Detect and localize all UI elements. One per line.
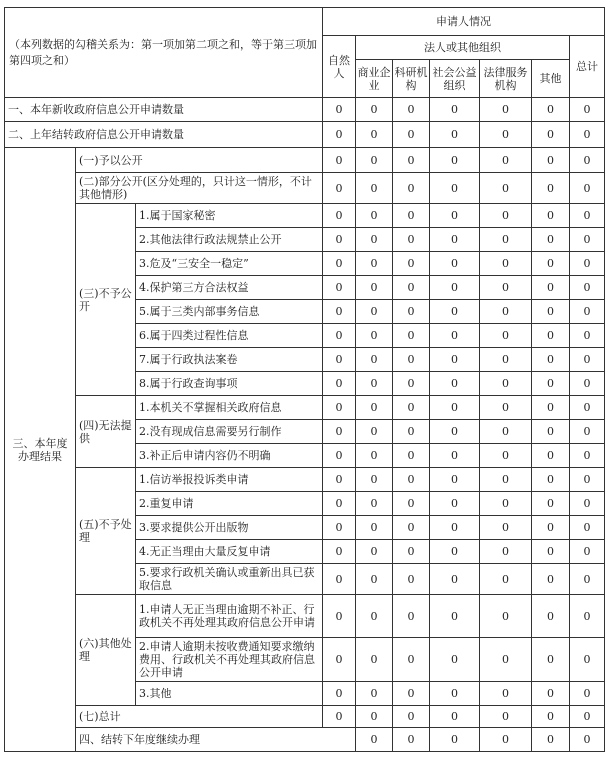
cell-commercial: 0 (356, 492, 393, 516)
cell-commercial: 0 (356, 396, 393, 420)
cell-other: 0 (532, 300, 570, 324)
cell-research: 0 (393, 228, 430, 252)
subsection-6-label: (六)其他处理 (76, 595, 136, 706)
cell-legal-service: 0 (480, 706, 532, 728)
cell-commercial: 0 (356, 540, 393, 564)
cell-research: 0 (393, 682, 430, 706)
cell-total: 0 (570, 372, 605, 396)
row-label: 8.属于行政查询事项 (136, 372, 323, 396)
cell-social-public: 0 (430, 468, 480, 492)
cell-total: 0 (570, 276, 605, 300)
cell-natural-person: 0 (323, 204, 356, 228)
cell-social-public: 0 (430, 444, 480, 468)
cell-other: 0 (532, 122, 570, 148)
cell-legal-service: 0 (480, 148, 532, 173)
cell-total: 0 (570, 324, 605, 348)
cell-natural-person: 0 (323, 420, 356, 444)
cell-natural-person: 0 (323, 348, 356, 372)
cell-commercial: 0 (356, 148, 393, 173)
cell-other: 0 (532, 148, 570, 173)
cell-legal-service: 0 (480, 324, 532, 348)
row-label: 5.属于三类内部事务信息 (136, 300, 323, 324)
cell-natural-person: 0 (323, 122, 356, 148)
cell-research: 0 (393, 706, 430, 728)
cell-natural-person: 0 (323, 98, 356, 122)
cell-commercial: 0 (356, 638, 393, 682)
cell-total: 0 (570, 638, 605, 682)
cell-research: 0 (393, 204, 430, 228)
row-label: 一、本年新收政府信息公开申请数量 (5, 98, 323, 122)
subsection-3-label: (三)不予公开 (76, 204, 136, 396)
row-label: 5.要求行政机关确认或重新出具已获取信息 (136, 564, 323, 595)
cell-legal-service: 0 (480, 228, 532, 252)
cell-other: 0 (532, 492, 570, 516)
cell-natural-person: 0 (323, 324, 356, 348)
row-label: 3.危及“三安全一稳定” (136, 252, 323, 276)
cell-research: 0 (393, 396, 430, 420)
cell-social-public: 0 (430, 276, 480, 300)
cell-other: 0 (532, 324, 570, 348)
cell-other: 0 (532, 682, 570, 706)
cell-commercial: 0 (356, 324, 393, 348)
cell-natural-person: 0 (323, 638, 356, 682)
cell-commercial: 0 (356, 228, 393, 252)
row-label: 3.补正后申请内容仍不明确 (136, 444, 323, 468)
cell-legal-service: 0 (532, 728, 570, 752)
cell-social-public: 0 (430, 173, 480, 204)
cell-other: 0 (532, 420, 570, 444)
row-label: 四、结转下年度继续办理 (76, 728, 356, 752)
social-public-header: 社会公益组织 (430, 60, 480, 98)
table-row (5, 204, 605, 228)
legal-persons-header: 法人或其他组织 (356, 36, 570, 60)
row-label: (七)总计 (76, 706, 323, 728)
cell-natural-person: 0 (323, 396, 356, 420)
row-label: 3.要求提供公开出版物 (136, 516, 323, 540)
cell-legal-service: 0 (480, 252, 532, 276)
row-label: 3.其他 (136, 682, 323, 706)
row-label: 2.重复申请 (136, 492, 323, 516)
cell-social-public: 0 (430, 372, 480, 396)
document-page (4, 7, 605, 752)
row-label: 4.无正当理由大量反复申请 (136, 540, 323, 564)
cell-total: 0 (570, 468, 605, 492)
cell-natural-person: 0 (323, 444, 356, 468)
cell-commercial: 0 (356, 420, 393, 444)
legal-service-header: 法律服务机构 (480, 60, 532, 98)
cell-social-public: 0 (430, 706, 480, 728)
cell-legal-service: 0 (480, 122, 532, 148)
cell-total: 0 (570, 516, 605, 540)
cell-total: 0 (570, 396, 605, 420)
cell-other: 0 (532, 204, 570, 228)
cell-other: 0 (532, 228, 570, 252)
cell-research: 0 (393, 372, 430, 396)
cell-other: 0 (532, 706, 570, 728)
cell-commercial: 0 (356, 173, 393, 204)
cell-other: 0 (532, 595, 570, 638)
natural-person-header: 自然人 (323, 36, 356, 98)
cell-total: 0 (570, 148, 605, 173)
cell-social-public: 0 (430, 204, 480, 228)
cell-total: 0 (570, 300, 605, 324)
cell-social-public: 0 (430, 122, 480, 148)
cell-legal-service: 0 (480, 492, 532, 516)
cell-total: 0 (570, 173, 605, 204)
table-row (5, 396, 605, 420)
cell-natural-person: 0 (323, 276, 356, 300)
cell-legal-service: 0 (480, 348, 532, 372)
cell-commercial: 0 (356, 682, 393, 706)
cell-natural-person: 0 (323, 148, 356, 173)
cell-research: 0 (430, 728, 480, 752)
cell-commercial: 0 (393, 728, 430, 752)
cell-other: 0 (532, 372, 570, 396)
cell-research: 0 (393, 300, 430, 324)
cell-social-public: 0 (430, 396, 480, 420)
cell-social-public: 0 (430, 252, 480, 276)
cell-research: 0 (393, 564, 430, 595)
cell-social-public: 0 (430, 595, 480, 638)
cell-natural-person: 0 (323, 300, 356, 324)
cell-research: 0 (393, 122, 430, 148)
cell-total: 0 (570, 252, 605, 276)
cell-legal-service: 0 (480, 396, 532, 420)
research-header: 科研机构 (393, 60, 430, 98)
cell-total: 0 (570, 564, 605, 595)
cell-social-public: 0 (430, 682, 480, 706)
cell-other: 0 (532, 540, 570, 564)
cell-natural-person: 0 (356, 728, 393, 752)
cell-research: 0 (393, 468, 430, 492)
cell-natural-person: 0 (323, 682, 356, 706)
cell-commercial: 0 (356, 564, 393, 595)
cell-natural-person: 0 (323, 252, 356, 276)
cell-social-public: 0 (430, 98, 480, 122)
row-label: 1.属于国家秘密 (136, 204, 323, 228)
cell-legal-service: 0 (480, 682, 532, 706)
row-label: (一)予以公开 (76, 148, 323, 173)
cell-natural-person: 0 (323, 372, 356, 396)
table-row (5, 468, 605, 492)
cell-social-public: 0 (430, 516, 480, 540)
cell-commercial: 0 (356, 595, 393, 638)
row-label: (二)部分公开(区分处理的，只计这一情形，不计其他情形) (76, 173, 323, 204)
cell-natural-person: 0 (323, 468, 356, 492)
row-label: 1.申请人无正当理由逾期不补正、行政机关不再处理其政府信息公开申请 (136, 595, 323, 638)
cell-commercial: 0 (356, 300, 393, 324)
cell-research: 0 (393, 324, 430, 348)
cell-other: 0 (532, 252, 570, 276)
cell-other: 0 (532, 516, 570, 540)
cell-legal-service: 0 (480, 372, 532, 396)
cell-other: 0 (532, 396, 570, 420)
cell-social-public: 0 (430, 420, 480, 444)
cell-natural-person: 0 (323, 540, 356, 564)
section-3-label: 三、本年度办理结果 (5, 148, 76, 752)
cell-commercial: 0 (356, 372, 393, 396)
cell-total: 0 (570, 122, 605, 148)
cell-social-public: 0 (430, 492, 480, 516)
table-row (5, 173, 605, 204)
cell-commercial: 0 (356, 348, 393, 372)
cell-natural-person: 0 (323, 595, 356, 638)
cell-research: 0 (393, 492, 430, 516)
cell-total: 0 (570, 492, 605, 516)
cell-research: 0 (393, 420, 430, 444)
cell-legal-service: 0 (480, 276, 532, 300)
table-row (5, 595, 605, 638)
cell-legal-service: 0 (480, 420, 532, 444)
subsection-4-label: (四)无法提供 (76, 396, 136, 468)
cell-research: 0 (393, 276, 430, 300)
cell-legal-service: 0 (480, 564, 532, 595)
cell-legal-service: 0 (480, 540, 532, 564)
cell-commercial: 0 (356, 444, 393, 468)
cell-social-public: 0 (430, 540, 480, 564)
cell-natural-person: 0 (323, 173, 356, 204)
cell-natural-person: 0 (323, 492, 356, 516)
cell-legal-service: 0 (480, 98, 532, 122)
applicant-situation-header: 申请人情况 (323, 8, 605, 36)
row-label: 1.本机关不掌握相关政府信息 (136, 396, 323, 420)
cell-total: 0 (570, 540, 605, 564)
cell-other: 0 (532, 564, 570, 595)
row-label: 2.没有现成信息需要另行制作 (136, 420, 323, 444)
row-label: 7.属于行政执法案卷 (136, 348, 323, 372)
table-note: （本列数据的勾稽关系为：第一项加第二项之和，等于第三项加第四项之和） (5, 8, 323, 98)
cell-other: 0 (532, 348, 570, 372)
cell-total: 0 (570, 420, 605, 444)
disclosure-stats-table (4, 7, 605, 752)
row-label: 4.保护第三方合法权益 (136, 276, 323, 300)
total-header: 总计 (570, 36, 605, 98)
cell-other: 0 (532, 468, 570, 492)
cell-natural-person: 0 (323, 706, 356, 728)
cell-commercial: 0 (356, 98, 393, 122)
table-row (5, 98, 605, 122)
cell-research: 0 (393, 638, 430, 682)
cell-research: 0 (393, 348, 430, 372)
cell-social-public: 0 (430, 324, 480, 348)
table-row (5, 148, 605, 173)
cell-other: 0 (532, 444, 570, 468)
cell-research: 0 (393, 173, 430, 204)
cell-total: 0 (570, 204, 605, 228)
cell-commercial: 0 (356, 122, 393, 148)
cell-social-public: 0 (430, 148, 480, 173)
cell-commercial: 0 (356, 706, 393, 728)
cell-legal-service: 0 (480, 300, 532, 324)
cell-social-public: 0 (430, 348, 480, 372)
cell-other: 0 (532, 98, 570, 122)
cell-other: 0 (532, 173, 570, 204)
cell-other: 0 (570, 728, 605, 752)
cell-legal-service: 0 (480, 173, 532, 204)
row-label: 2.其他法律行政法规禁止公开 (136, 228, 323, 252)
cell-total: 0 (570, 444, 605, 468)
table-row (5, 728, 605, 752)
header-row-1 (5, 8, 605, 36)
cell-research: 0 (393, 444, 430, 468)
cell-research: 0 (393, 540, 430, 564)
subsection-5-label: (五)不予处理 (76, 468, 136, 595)
cell-total: 0 (570, 348, 605, 372)
cell-research: 0 (393, 595, 430, 638)
cell-other: 0 (532, 638, 570, 682)
cell-commercial: 0 (356, 204, 393, 228)
cell-commercial: 0 (356, 516, 393, 540)
cell-commercial: 0 (356, 252, 393, 276)
cell-natural-person: 0 (323, 228, 356, 252)
cell-legal-service: 0 (480, 638, 532, 682)
cell-total: 0 (570, 706, 605, 728)
cell-social-public: 0 (430, 228, 480, 252)
cell-legal-service: 0 (480, 468, 532, 492)
cell-research: 0 (393, 148, 430, 173)
cell-natural-person: 0 (323, 564, 356, 595)
cell-social-public: 0 (430, 564, 480, 595)
table-row (5, 122, 605, 148)
cell-social-public: 0 (430, 638, 480, 682)
cell-research: 0 (393, 252, 430, 276)
cell-natural-person: 0 (323, 516, 356, 540)
row-label: 6.属于四类过程性信息 (136, 324, 323, 348)
other-header: 其他 (532, 60, 570, 98)
cell-other: 0 (532, 276, 570, 300)
row-label: 1.信访举报投诉类申请 (136, 468, 323, 492)
table-row (5, 706, 605, 728)
cell-social-public: 0 (430, 300, 480, 324)
cell-total: 0 (570, 98, 605, 122)
row-label: 2.申请人逾期未按收费通知要求缴纳费用、行政机关不再处理其政府信息公开申请 (136, 638, 323, 682)
row-label: 二、上年结转政府信息公开申请数量 (5, 122, 323, 148)
cell-total: 0 (570, 228, 605, 252)
cell-social-public: 0 (480, 728, 532, 752)
cell-commercial: 0 (356, 276, 393, 300)
commercial-header: 商业企业 (356, 60, 393, 98)
cell-research: 0 (393, 98, 430, 122)
cell-legal-service: 0 (480, 516, 532, 540)
cell-legal-service: 0 (480, 204, 532, 228)
cell-total: 0 (570, 595, 605, 638)
cell-legal-service: 0 (480, 595, 532, 638)
cell-commercial: 0 (356, 468, 393, 492)
cell-legal-service: 0 (480, 444, 532, 468)
cell-research: 0 (393, 516, 430, 540)
cell-total: 0 (570, 682, 605, 706)
